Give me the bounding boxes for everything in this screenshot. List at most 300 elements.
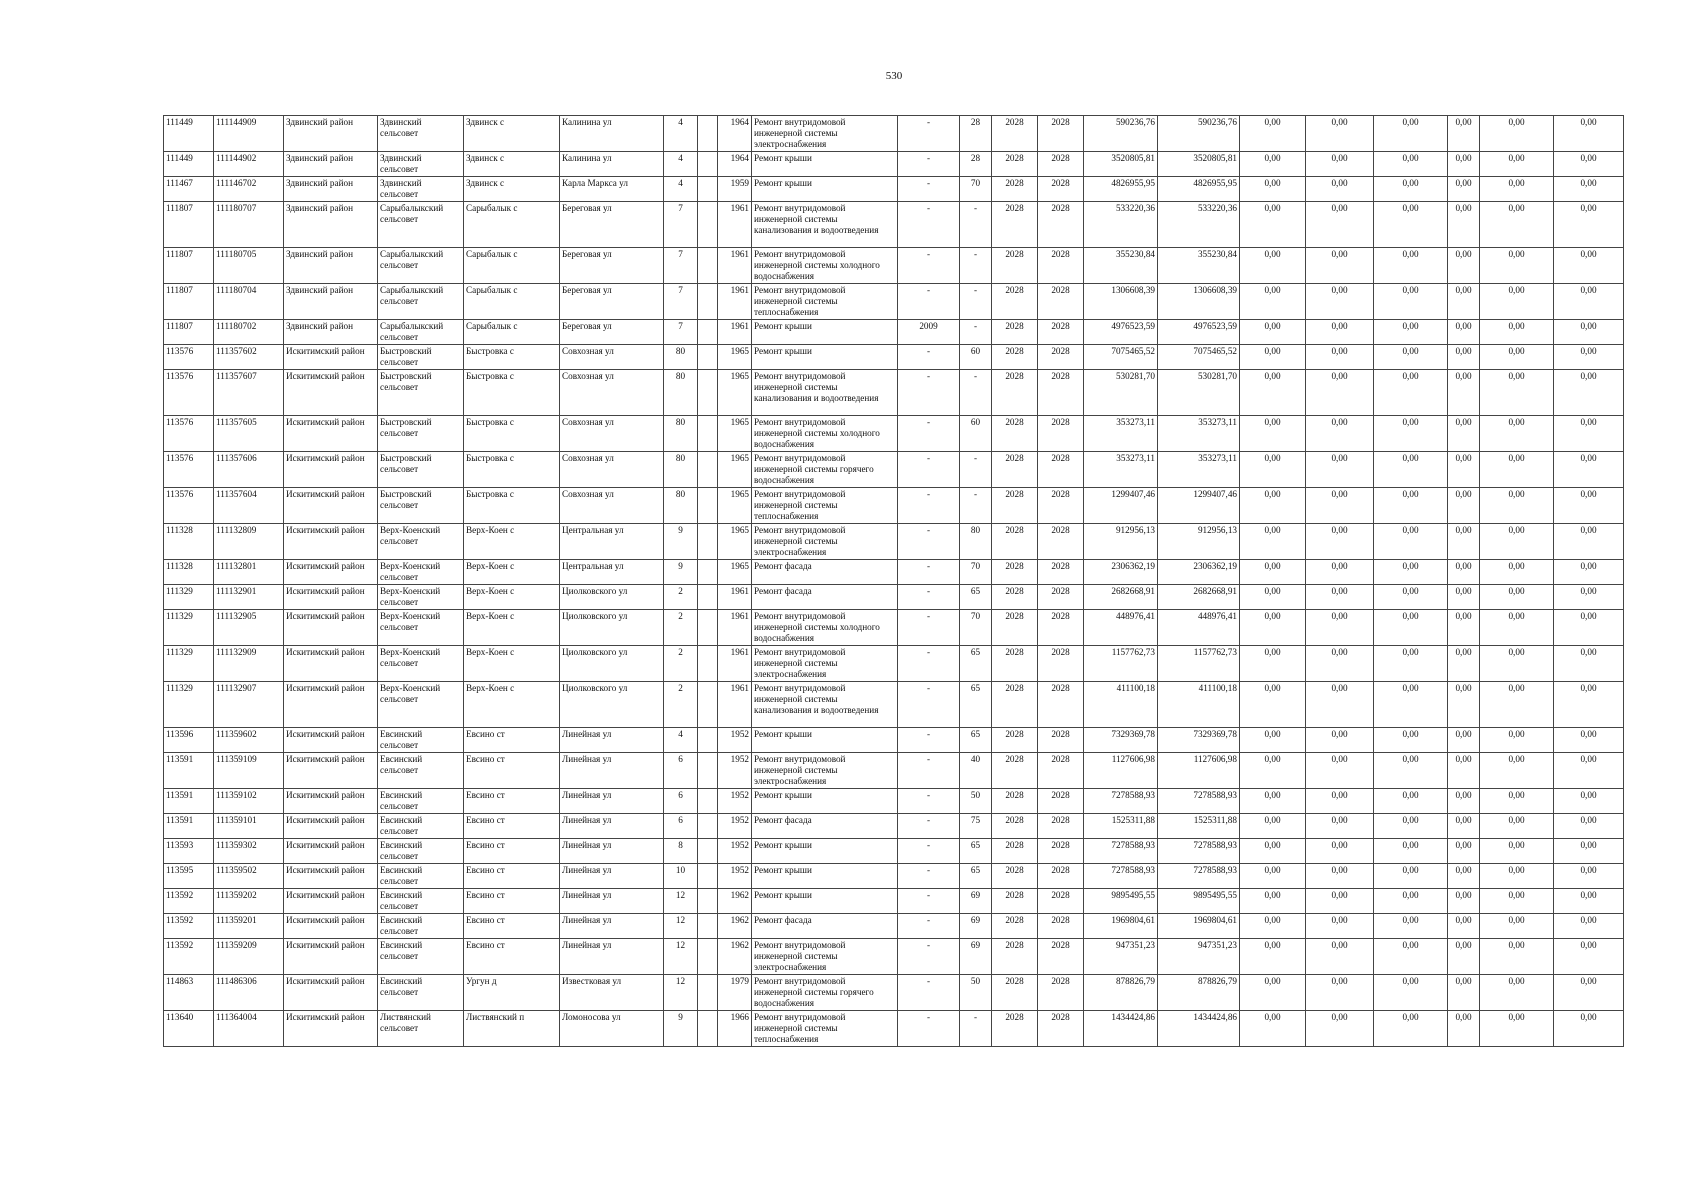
cell-cost-fund: 7278588,93 — [1158, 864, 1240, 889]
cell-work-type: Ремонт фасада — [752, 560, 898, 585]
cell-plan-year-start: 2028 — [992, 488, 1038, 524]
table-row — [164, 682, 1624, 728]
cell-cost-col-17: 0,00 — [1240, 789, 1306, 814]
cell-municipality: Сарыбалыкский сельсовет — [378, 284, 464, 320]
cell-house-letter — [698, 646, 718, 682]
cell-work-type: Ремонт внутридомовой инженерной системы горячего водоснабжения — [752, 975, 898, 1011]
cell-cost-col-19: 0,00 — [1374, 864, 1448, 889]
cell-work-type: Ремонт внутридомовой инженерной системы электроснабжения — [752, 753, 898, 789]
cell-cost-fund: 947351,23 — [1158, 939, 1240, 975]
cell-cost-col-19: 0,00 — [1374, 524, 1448, 560]
cell-cost-col-17: 0,00 — [1240, 728, 1306, 753]
cell-work-type: Ремонт крыши — [752, 889, 898, 914]
cell-last-repair-year: - — [898, 524, 960, 560]
cell-municipality: Евсинский сельсовет — [378, 728, 464, 753]
cell-cost-col-19: 0,00 — [1374, 914, 1448, 939]
cell-total-cost: 355230,84 — [1084, 248, 1158, 284]
cell-work-id: 111359201 — [214, 914, 284, 939]
cell-cost-col-22: 0,00 — [1554, 682, 1624, 728]
cell-municipality: Евсинский сельсовет — [378, 753, 464, 789]
cell-cost-col-22: 0,00 — [1554, 789, 1624, 814]
cell-work-id: 111357604 — [214, 488, 284, 524]
cell-house-letter — [698, 560, 718, 585]
cell-district: Искитимский район — [284, 682, 378, 728]
cell-cost-col-22: 0,00 — [1554, 975, 1624, 1011]
cell-cost-col-22: 0,00 — [1554, 939, 1624, 975]
table-row — [164, 416, 1624, 452]
cell-build-year: 1961 — [718, 248, 752, 284]
cell-cost-col-19: 0,00 — [1374, 248, 1448, 284]
cell-cost-col-20: 0,00 — [1448, 889, 1480, 914]
cell-work-id: 111359102 — [214, 789, 284, 814]
cell-cost-col-20: 0,00 — [1448, 370, 1480, 416]
cell-cost-col-18: 0,00 — [1306, 939, 1374, 975]
cell-plan-year-start: 2028 — [992, 753, 1038, 789]
cell-cost-col-22: 0,00 — [1554, 864, 1624, 889]
cell-municipality: Евсинский сельсовет — [378, 975, 464, 1011]
cell-settlement: Быстровка с — [464, 345, 560, 370]
cell-cost-col-19: 0,00 — [1374, 610, 1448, 646]
cell-cost-col-21: 0,00 — [1480, 345, 1554, 370]
cell-cost-col-17: 0,00 — [1240, 320, 1306, 345]
cell-cost-col-21: 0,00 — [1480, 524, 1554, 560]
cell-house-number: 12 — [664, 939, 698, 975]
cell-cost-col-18: 0,00 — [1306, 814, 1374, 839]
cell-plan-year-start: 2028 — [992, 452, 1038, 488]
cell-work-id: 111357607 — [214, 370, 284, 416]
cell-plan-year-start: 2028 — [992, 682, 1038, 728]
cell-cost-fund: 590236,76 — [1158, 116, 1240, 152]
cell-object-id: 111328 — [164, 524, 214, 560]
cell-cost-col-21: 0,00 — [1480, 248, 1554, 284]
cell-cost-col-22: 0,00 — [1554, 1011, 1624, 1047]
cell-total-cost: 353273,11 — [1084, 452, 1158, 488]
cell-cost-col-20: 0,00 — [1448, 1011, 1480, 1047]
cell-settlement: Евсино ст — [464, 864, 560, 889]
cell-wear-percent: 65 — [960, 682, 992, 728]
cell-object-id: 111467 — [164, 177, 214, 202]
cell-cost-fund: 355230,84 — [1158, 248, 1240, 284]
cell-district: Искитимский район — [284, 728, 378, 753]
cell-cost-fund: 1306608,39 — [1158, 284, 1240, 320]
cell-build-year: 1961 — [718, 284, 752, 320]
cell-district: Искитимский район — [284, 488, 378, 524]
cell-last-repair-year: - — [898, 585, 960, 610]
cell-plan-year-end: 2028 — [1038, 814, 1084, 839]
cell-plan-year-start: 2028 — [992, 728, 1038, 753]
cell-cost-col-17: 0,00 — [1240, 864, 1306, 889]
cell-total-cost: 533220,36 — [1084, 202, 1158, 248]
cell-cost-col-21: 0,00 — [1480, 682, 1554, 728]
cell-cost-col-21: 0,00 — [1480, 646, 1554, 682]
cell-last-repair-year: - — [898, 610, 960, 646]
cell-cost-col-20: 0,00 — [1448, 177, 1480, 202]
cell-build-year: 1952 — [718, 814, 752, 839]
cell-object-id: 111449 — [164, 116, 214, 152]
cell-cost-col-18: 0,00 — [1306, 1011, 1374, 1047]
cell-cost-col-19: 0,00 — [1374, 345, 1448, 370]
cell-municipality: Евсинский сельсовет — [378, 839, 464, 864]
cell-cost-col-20: 0,00 — [1448, 682, 1480, 728]
table-row — [164, 610, 1624, 646]
cell-district: Искитимский район — [284, 1011, 378, 1047]
cell-cost-col-19: 0,00 — [1374, 889, 1448, 914]
cell-district: Искитимский район — [284, 560, 378, 585]
cell-total-cost: 530281,70 — [1084, 370, 1158, 416]
table-row — [164, 864, 1624, 889]
cell-cost-col-19: 0,00 — [1374, 116, 1448, 152]
cell-cost-col-21: 0,00 — [1480, 814, 1554, 839]
cell-wear-percent: 69 — [960, 889, 992, 914]
cell-work-type: Ремонт крыши — [752, 728, 898, 753]
cell-object-id: 111329 — [164, 682, 214, 728]
cell-plan-year-end: 2028 — [1038, 682, 1084, 728]
cell-last-repair-year: - — [898, 284, 960, 320]
cell-house-number: 12 — [664, 889, 698, 914]
cell-settlement: Евсино ст — [464, 889, 560, 914]
cell-street: Линейная ул — [560, 789, 664, 814]
cell-plan-year-end: 2028 — [1038, 320, 1084, 345]
cell-house-number: 6 — [664, 753, 698, 789]
cell-wear-percent: - — [960, 1011, 992, 1047]
cell-work-type: Ремонт крыши — [752, 864, 898, 889]
cell-cost-col-19: 0,00 — [1374, 753, 1448, 789]
cell-plan-year-start: 2028 — [992, 152, 1038, 177]
table-row — [164, 814, 1624, 839]
cell-settlement: Быстровка с — [464, 488, 560, 524]
cell-cost-col-22: 0,00 — [1554, 889, 1624, 914]
cell-work-type: Ремонт внутридомовой инженерной системы теплоснабжения — [752, 488, 898, 524]
cell-work-id: 111132809 — [214, 524, 284, 560]
cell-street: Береговая ул — [560, 320, 664, 345]
cell-cost-col-20: 0,00 — [1448, 789, 1480, 814]
cell-street: Береговая ул — [560, 248, 664, 284]
cell-build-year: 1961 — [718, 682, 752, 728]
cell-wear-percent: 60 — [960, 345, 992, 370]
cell-cost-col-22: 0,00 — [1554, 753, 1624, 789]
cell-cost-col-18: 0,00 — [1306, 248, 1374, 284]
cell-district: Здвинский район — [284, 116, 378, 152]
cell-wear-percent: - — [960, 202, 992, 248]
cell-cost-col-17: 0,00 — [1240, 248, 1306, 284]
cell-cost-col-20: 0,00 — [1448, 864, 1480, 889]
cell-work-type: Ремонт внутридомовой инженерной системы канализования и водоотведения — [752, 370, 898, 416]
cell-plan-year-end: 2028 — [1038, 116, 1084, 152]
cell-total-cost: 4976523,59 — [1084, 320, 1158, 345]
cell-district: Здвинский район — [284, 177, 378, 202]
cell-house-number: 2 — [664, 646, 698, 682]
cell-municipality: Сарыбалыкский сельсовет — [378, 248, 464, 284]
cell-work-type: Ремонт крыши — [752, 789, 898, 814]
cell-wear-percent: 28 — [960, 152, 992, 177]
cell-house-letter — [698, 889, 718, 914]
cell-object-id: 113591 — [164, 814, 214, 839]
cell-cost-col-20: 0,00 — [1448, 646, 1480, 682]
cell-house-letter — [698, 345, 718, 370]
table-row — [164, 345, 1624, 370]
cell-cost-col-21: 0,00 — [1480, 177, 1554, 202]
cell-total-cost: 3520805,81 — [1084, 152, 1158, 177]
cell-house-letter — [698, 152, 718, 177]
table-row — [164, 152, 1624, 177]
cell-work-id: 111364004 — [214, 1011, 284, 1047]
cell-build-year: 1965 — [718, 488, 752, 524]
cell-cost-col-17: 0,00 — [1240, 839, 1306, 864]
cell-cost-col-20: 0,00 — [1448, 560, 1480, 585]
cell-wear-percent: 69 — [960, 914, 992, 939]
cell-cost-col-21: 0,00 — [1480, 370, 1554, 416]
cell-cost-col-17: 0,00 — [1240, 646, 1306, 682]
cell-wear-percent: 80 — [960, 524, 992, 560]
cell-cost-col-20: 0,00 — [1448, 416, 1480, 452]
cell-work-id: 111359202 — [214, 889, 284, 914]
cell-house-number: 7 — [664, 284, 698, 320]
cell-last-repair-year: - — [898, 202, 960, 248]
cell-cost-col-18: 0,00 — [1306, 202, 1374, 248]
cell-work-type: Ремонт внутридомовой инженерной системы электроснабжения — [752, 116, 898, 152]
cell-wear-percent: 75 — [960, 814, 992, 839]
cell-build-year: 1961 — [718, 320, 752, 345]
cell-cost-col-19: 0,00 — [1374, 728, 1448, 753]
cell-work-id: 111359101 — [214, 814, 284, 839]
cell-plan-year-start: 2028 — [992, 864, 1038, 889]
cell-cost-fund: 448976,41 — [1158, 610, 1240, 646]
cell-plan-year-end: 2028 — [1038, 560, 1084, 585]
cell-house-number: 2 — [664, 585, 698, 610]
cell-object-id: 113596 — [164, 728, 214, 753]
cell-house-letter — [698, 452, 718, 488]
table-row — [164, 320, 1624, 345]
cell-cost-col-22: 0,00 — [1554, 814, 1624, 839]
cell-district: Искитимский район — [284, 646, 378, 682]
cell-plan-year-start: 2028 — [992, 814, 1038, 839]
cell-cost-col-19: 0,00 — [1374, 939, 1448, 975]
cell-cost-fund: 353273,11 — [1158, 452, 1240, 488]
cell-street: Линейная ул — [560, 889, 664, 914]
cell-cost-col-19: 0,00 — [1374, 370, 1448, 416]
cell-work-type: Ремонт крыши — [752, 152, 898, 177]
cell-total-cost: 878826,79 — [1084, 975, 1158, 1011]
cell-municipality: Верх-Коенский сельсовет — [378, 560, 464, 585]
cell-last-repair-year: - — [898, 646, 960, 682]
cell-work-id: 111132905 — [214, 610, 284, 646]
cell-house-letter — [698, 610, 718, 646]
cell-cost-col-21: 0,00 — [1480, 585, 1554, 610]
cell-street: Центральная ул — [560, 524, 664, 560]
table-row — [164, 753, 1624, 789]
cell-total-cost: 947351,23 — [1084, 939, 1158, 975]
cell-cost-col-22: 0,00 — [1554, 284, 1624, 320]
cell-cost-col-21: 0,00 — [1480, 975, 1554, 1011]
cell-house-number: 9 — [664, 524, 698, 560]
cell-build-year: 1964 — [718, 116, 752, 152]
cell-cost-col-22: 0,00 — [1554, 488, 1624, 524]
cell-plan-year-start: 2028 — [992, 585, 1038, 610]
cell-street: Линейная ул — [560, 753, 664, 789]
cell-total-cost: 2306362,19 — [1084, 560, 1158, 585]
cell-total-cost: 7278588,93 — [1084, 789, 1158, 814]
cell-house-letter — [698, 488, 718, 524]
cell-build-year: 1965 — [718, 560, 752, 585]
cell-work-type: Ремонт внутридомовой инженерной системы канализования и водоотведения — [752, 682, 898, 728]
cell-cost-col-18: 0,00 — [1306, 753, 1374, 789]
cell-cost-col-22: 0,00 — [1554, 839, 1624, 864]
cell-cost-col-18: 0,00 — [1306, 610, 1374, 646]
cell-municipality: Верх-Коенский сельсовет — [378, 682, 464, 728]
cell-build-year: 1952 — [718, 728, 752, 753]
cell-house-number: 2 — [664, 682, 698, 728]
cell-cost-col-18: 0,00 — [1306, 728, 1374, 753]
cell-cost-col-20: 0,00 — [1448, 202, 1480, 248]
cell-object-id: 113593 — [164, 839, 214, 864]
cell-cost-col-19: 0,00 — [1374, 152, 1448, 177]
table-row — [164, 560, 1624, 585]
cell-build-year: 1952 — [718, 839, 752, 864]
table-row — [164, 585, 1624, 610]
cell-last-repair-year: - — [898, 1011, 960, 1047]
cell-district: Искитимский район — [284, 524, 378, 560]
cell-house-number: 12 — [664, 914, 698, 939]
cell-last-repair-year: - — [898, 488, 960, 524]
cell-cost-col-22: 0,00 — [1554, 202, 1624, 248]
cell-house-number: 10 — [664, 864, 698, 889]
cell-cost-col-20: 0,00 — [1448, 753, 1480, 789]
table-row — [164, 370, 1624, 416]
cell-cost-col-19: 0,00 — [1374, 682, 1448, 728]
cell-house-letter — [698, 839, 718, 864]
cell-build-year: 1952 — [718, 789, 752, 814]
cell-object-id: 113576 — [164, 452, 214, 488]
cell-cost-col-17: 0,00 — [1240, 152, 1306, 177]
cell-house-letter — [698, 789, 718, 814]
cell-cost-fund: 878826,79 — [1158, 975, 1240, 1011]
cell-work-type: Ремонт внутридомовой инженерной системы холодного водоснабжения — [752, 416, 898, 452]
cell-plan-year-end: 2028 — [1038, 914, 1084, 939]
cell-cost-col-20: 0,00 — [1448, 452, 1480, 488]
cell-district: Искитимский район — [284, 814, 378, 839]
cell-total-cost: 1157762,73 — [1084, 646, 1158, 682]
cell-work-id: 111132909 — [214, 646, 284, 682]
cell-house-number: 12 — [664, 975, 698, 1011]
cell-cost-col-17: 0,00 — [1240, 345, 1306, 370]
cell-cost-col-21: 0,00 — [1480, 939, 1554, 975]
cell-plan-year-end: 2028 — [1038, 1011, 1084, 1047]
cell-build-year: 1961 — [718, 610, 752, 646]
cell-total-cost: 2682668,91 — [1084, 585, 1158, 610]
cell-cost-col-19: 0,00 — [1374, 452, 1448, 488]
cell-wear-percent: 70 — [960, 560, 992, 585]
cell-plan-year-end: 2028 — [1038, 585, 1084, 610]
cell-cost-col-21: 0,00 — [1480, 152, 1554, 177]
cell-district: Искитимский район — [284, 585, 378, 610]
cell-cost-col-18: 0,00 — [1306, 524, 1374, 560]
cell-plan-year-end: 2028 — [1038, 416, 1084, 452]
cell-street: Совхозная ул — [560, 370, 664, 416]
cell-wear-percent: 60 — [960, 416, 992, 452]
cell-house-number: 4 — [664, 152, 698, 177]
cell-plan-year-end: 2028 — [1038, 524, 1084, 560]
cell-street: Известковая ул — [560, 975, 664, 1011]
cell-work-type: Ремонт внутридомовой инженерной системы горячего водоснабжения — [752, 452, 898, 488]
cell-street: Совхозная ул — [560, 452, 664, 488]
cell-work-id: 111180707 — [214, 202, 284, 248]
cell-object-id: 113592 — [164, 939, 214, 975]
cell-object-id: 111807 — [164, 248, 214, 284]
cell-cost-col-21: 0,00 — [1480, 753, 1554, 789]
cell-cost-fund: 7329369,78 — [1158, 728, 1240, 753]
cell-last-repair-year: - — [898, 370, 960, 416]
cell-plan-year-start: 2028 — [992, 610, 1038, 646]
cell-work-type: Ремонт внутридомовой инженерной системы теплоснабжения — [752, 1011, 898, 1047]
cell-plan-year-end: 2028 — [1038, 152, 1084, 177]
cell-work-id: 111144909 — [214, 116, 284, 152]
cell-total-cost: 912956,13 — [1084, 524, 1158, 560]
cell-municipality: Верх-Коенский сельсовет — [378, 585, 464, 610]
table-row — [164, 202, 1624, 248]
cell-municipality: Быстровский сельсовет — [378, 370, 464, 416]
cell-object-id: 111329 — [164, 585, 214, 610]
table-row — [164, 889, 1624, 914]
cell-cost-col-20: 0,00 — [1448, 345, 1480, 370]
cell-plan-year-start: 2028 — [992, 839, 1038, 864]
cell-total-cost: 411100,18 — [1084, 682, 1158, 728]
cell-cost-col-19: 0,00 — [1374, 1011, 1448, 1047]
cell-last-repair-year: - — [898, 753, 960, 789]
cell-municipality: Листвянский сельсовет — [378, 1011, 464, 1047]
cell-cost-col-18: 0,00 — [1306, 864, 1374, 889]
cell-build-year: 1965 — [718, 370, 752, 416]
cell-municipality: Евсинский сельсовет — [378, 914, 464, 939]
cell-municipality: Евсинский сельсовет — [378, 789, 464, 814]
cell-settlement: Евсино ст — [464, 814, 560, 839]
cell-cost-fund: 7075465,52 — [1158, 345, 1240, 370]
cell-wear-percent: 65 — [960, 839, 992, 864]
cell-district: Здвинский район — [284, 320, 378, 345]
table-row — [164, 524, 1624, 560]
page-number: 530 — [885, 70, 903, 82]
cell-cost-col-18: 0,00 — [1306, 889, 1374, 914]
cell-cost-col-21: 0,00 — [1480, 789, 1554, 814]
cell-object-id: 111807 — [164, 202, 214, 248]
cell-wear-percent: 65 — [960, 728, 992, 753]
cell-cost-col-19: 0,00 — [1374, 814, 1448, 839]
cell-house-letter — [698, 1011, 718, 1047]
cell-cost-col-19: 0,00 — [1374, 839, 1448, 864]
cell-cost-col-21: 0,00 — [1480, 914, 1554, 939]
cell-cost-col-21: 0,00 — [1480, 284, 1554, 320]
cell-district: Искитимский район — [284, 975, 378, 1011]
cell-cost-fund: 3520805,81 — [1158, 152, 1240, 177]
cell-cost-col-21: 0,00 — [1480, 320, 1554, 345]
table-row — [164, 914, 1624, 939]
cell-municipality: Здвинский сельсовет — [378, 177, 464, 202]
cell-work-id: 111359109 — [214, 753, 284, 789]
cell-last-repair-year: - — [898, 152, 960, 177]
cell-plan-year-start: 2028 — [992, 416, 1038, 452]
cell-cost-col-17: 0,00 — [1240, 939, 1306, 975]
cell-district: Искитимский район — [284, 753, 378, 789]
cell-house-number: 9 — [664, 1011, 698, 1047]
cell-street: Циолковского ул — [560, 646, 664, 682]
cell-house-letter — [698, 939, 718, 975]
cell-settlement: Сарыбалык с — [464, 202, 560, 248]
cell-plan-year-end: 2028 — [1038, 939, 1084, 975]
cell-house-letter — [698, 814, 718, 839]
cell-work-id: 111180705 — [214, 248, 284, 284]
cell-plan-year-start: 2028 — [992, 116, 1038, 152]
cell-street: Ломоносова ул — [560, 1011, 664, 1047]
cell-settlement: Евсино ст — [464, 939, 560, 975]
